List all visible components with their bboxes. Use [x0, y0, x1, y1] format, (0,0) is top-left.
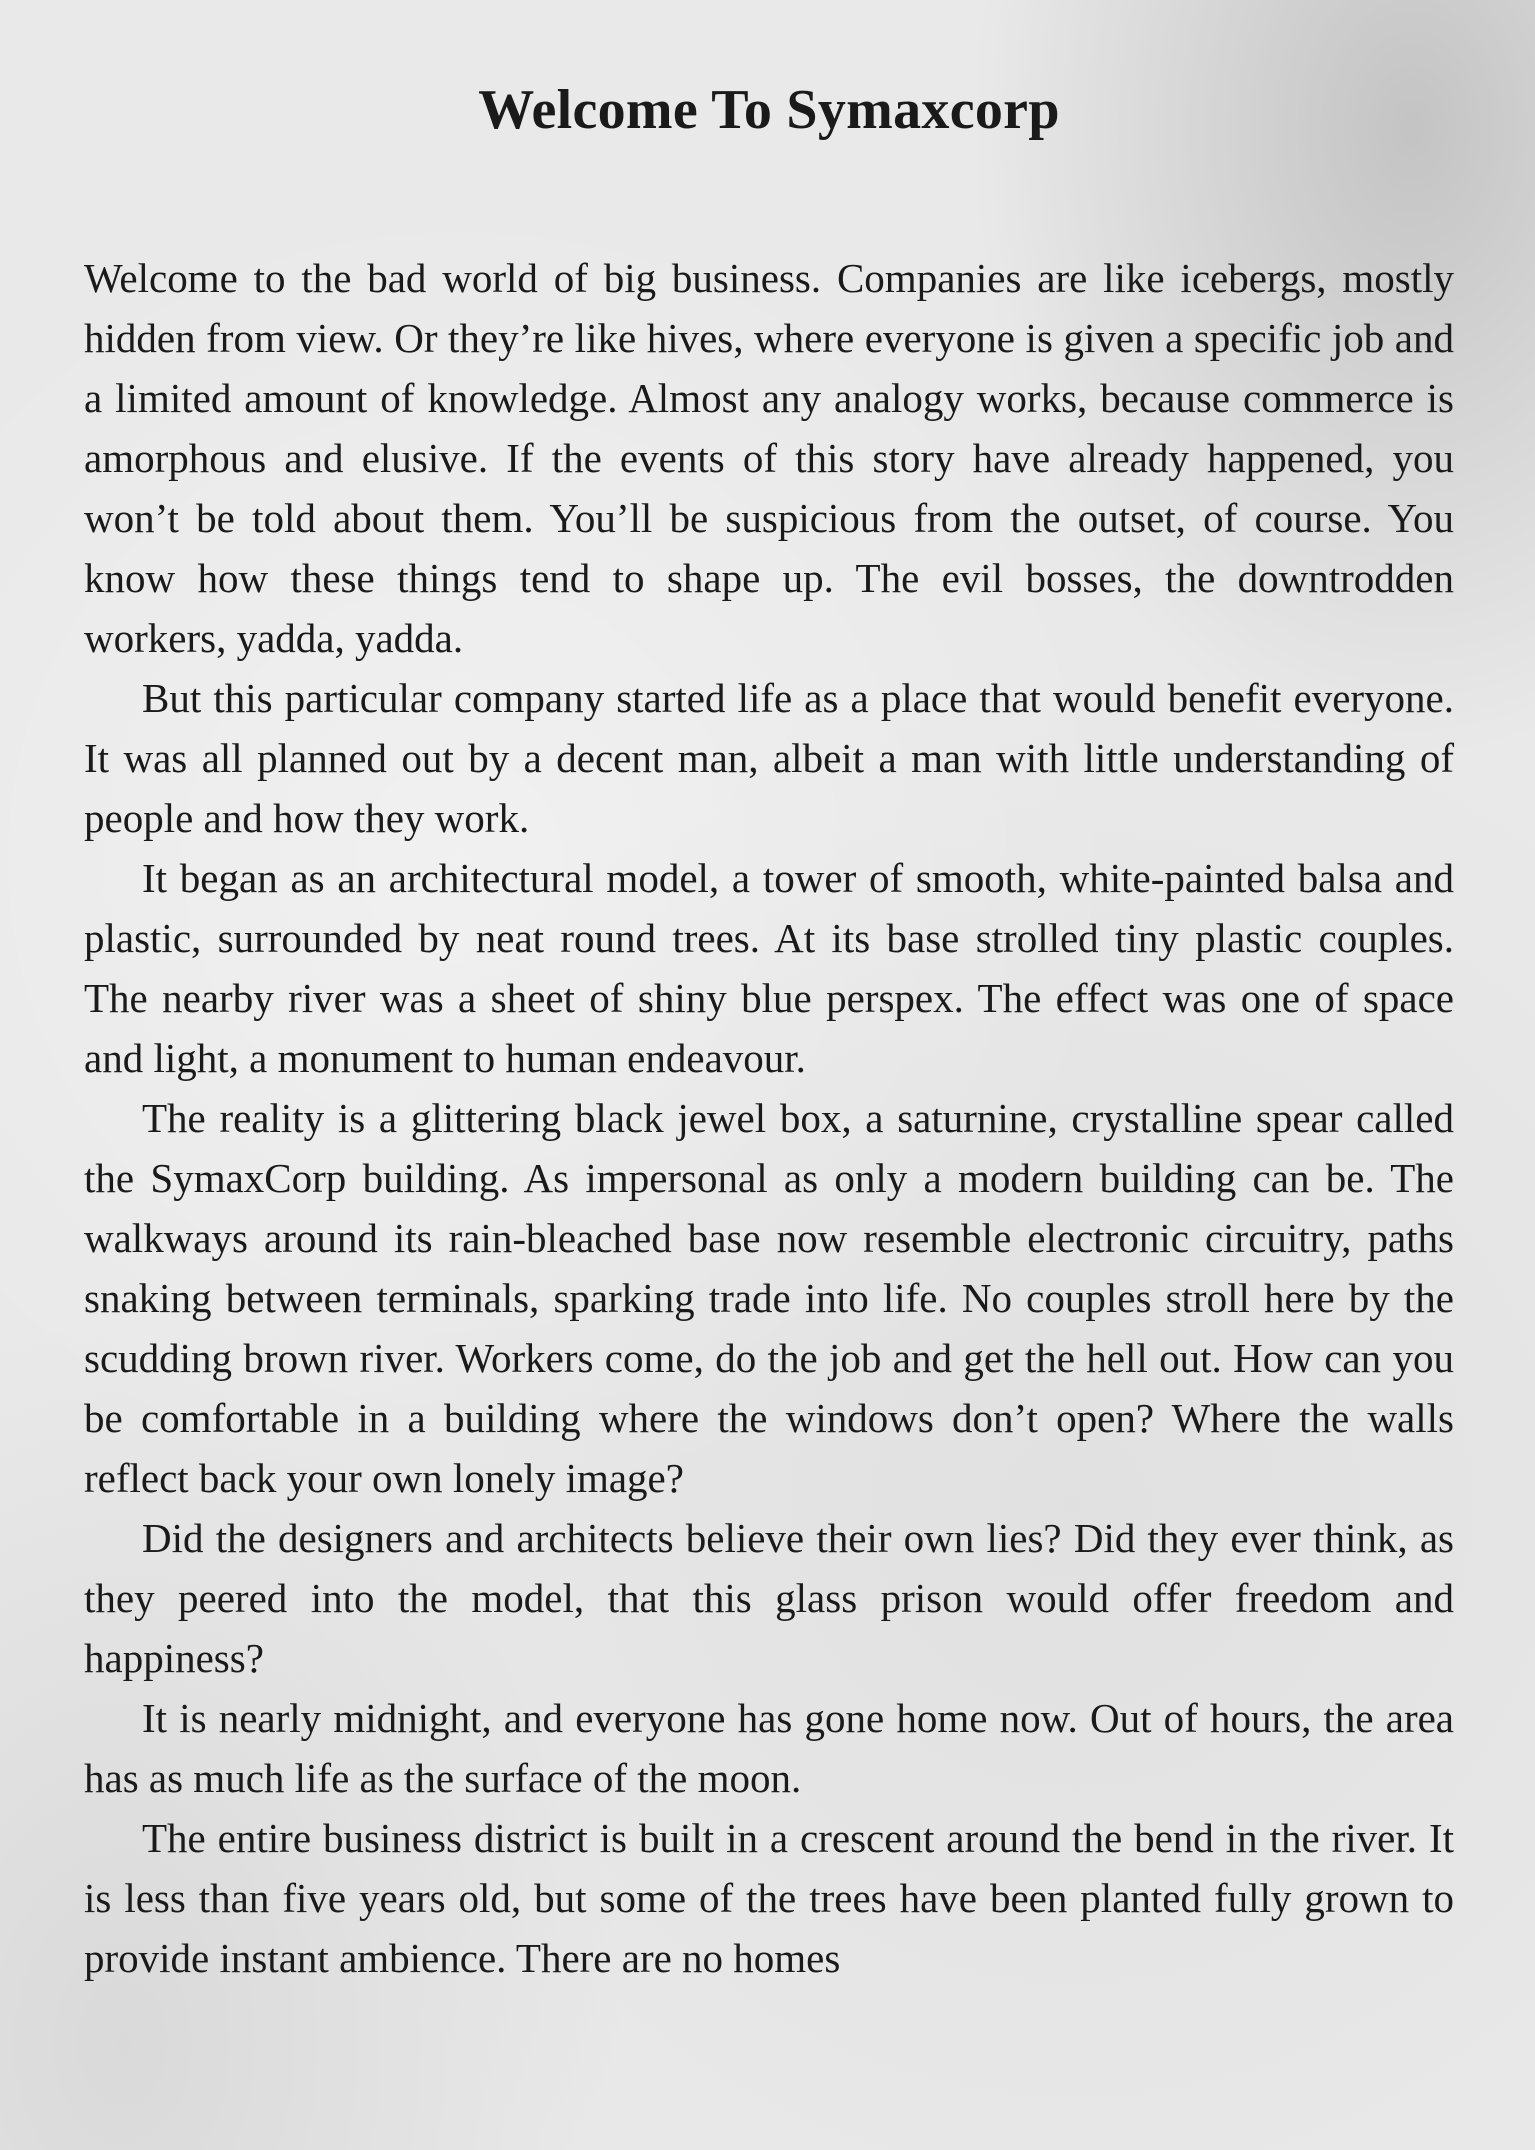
paragraph: It is nearly midnight, and everyone has gone home now. Out of hours, the area has as much life as the surface of the moon.: [84, 1695, 1454, 1801]
paragraph: Welcome to the bad world of big business. Companies are like icebergs, mostly hidden from view. Or they’re like hives, where everyone is given a specific job and a limited amount of knowledge. Almost any analogy works, because commerce is amorphous and elusive. If the events of this story have already happened, you won’t be told about them. You’ll be suspicious from the outset, of course. You know how these things tend to shape up. The evil bosses, the downtrodden workers, yadda, yadda.: [84, 255, 1454, 661]
paragraph: Did the designers and architects believe their own lies? Did they ever think, as they peered into the model, that this glass prison would offer freedom and happiness?: [84, 1515, 1454, 1681]
page-title: Welcome To Symaxcorp: [478, 79, 1060, 141]
paragraph: The entire business district is built in a crescent around the bend in the river. It is less than five years old, but some of the trees have been planted fully grown to provide instant ambience. There are no homes: [84, 1815, 1454, 1981]
body-text: [84, 248, 1454, 1988]
paragraph: The reality is a glittering black jewel box, a saturnine, crystalline spear called the SymaxCorp building. As impersonal as only a modern building can be. The walkways around its rain-bleached base now resemble electronic circuitry, paths snaking between terminals, sparking trade into life. No couples stroll here by the scudding brown river. Workers come, do the job and get the hell out. How can you be comfortable in a building where the windows don’t open? Where the walls reflect back your own lonely image?: [84, 1095, 1454, 1501]
paragraph: But this particular company started life as a place that would benefit everyone. It was all planned out by a decent man, albeit a man with little understanding of people and how they work.: [84, 675, 1454, 841]
paragraph: It began as an architectural model, a tower of smooth, white-painted balsa and plastic, surrounded by neat round trees. At its base strolled tiny plastic couples. The nearby river was a sheet of shiny blue perspex. The effect was one of space and light, a monument to human endeavour.: [84, 855, 1454, 1081]
page: [84, 70, 1454, 1988]
